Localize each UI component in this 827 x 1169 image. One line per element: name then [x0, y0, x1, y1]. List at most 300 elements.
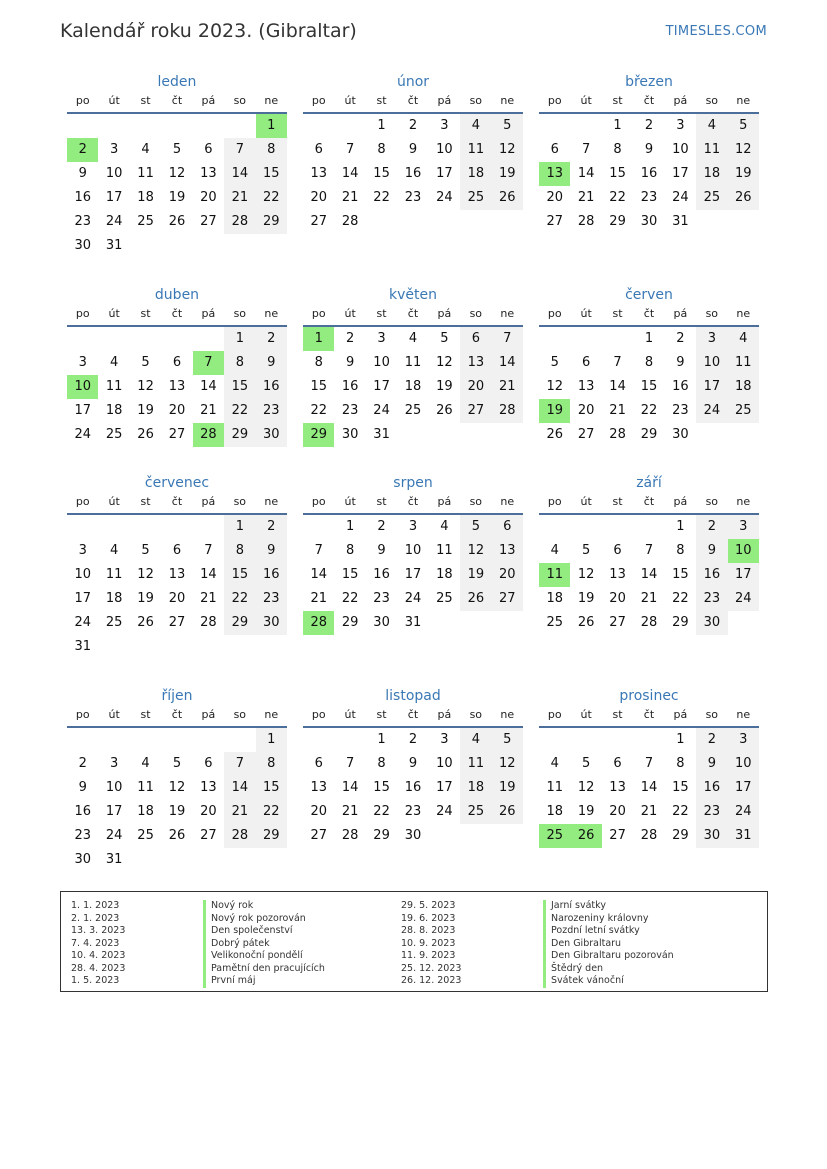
day-cell: 12 — [577, 780, 595, 795]
day-cell: 27 — [609, 828, 626, 843]
day-cell: 2 — [408, 118, 418, 133]
legend-date: 28. 4. 2023 — [71, 962, 126, 974]
weekday-label: so — [469, 708, 483, 721]
day-cell: 16 — [672, 379, 689, 394]
day-cell: 26 — [168, 214, 186, 229]
weekday-label: so — [705, 708, 719, 721]
day-cell: 23 — [640, 190, 658, 205]
day-cell: 5 — [141, 543, 150, 558]
day-cell: 18 — [696, 162, 727, 186]
legend-date: 28. 8. 2023 — [401, 925, 456, 936]
day-cell: 30 — [640, 214, 658, 229]
weekday-label: čt — [407, 495, 419, 508]
day-cell: 4 — [460, 114, 491, 138]
day-cell: 26 — [728, 186, 759, 210]
day-cell: 9 — [644, 142, 654, 157]
day-cell: 16 — [373, 567, 390, 582]
weekday-label: so — [233, 708, 247, 721]
day-grid — [67, 114, 287, 258]
day-grid — [303, 327, 523, 471]
day-cell: 21 — [200, 591, 217, 606]
day-cell: 11 — [105, 379, 123, 394]
weekday-label: út — [108, 94, 120, 107]
day-grid — [303, 114, 523, 258]
weekday-label: pá — [437, 708, 452, 721]
weekday-header — [303, 706, 523, 728]
day-cell: 8 — [314, 355, 323, 370]
day-cell: 19 — [436, 379, 453, 394]
month-name: červenec — [144, 475, 210, 491]
day-cell: 17 — [105, 804, 123, 819]
month-listopad — [303, 686, 523, 872]
day-cell: 21 — [640, 591, 658, 606]
legend-date: 25. 12. 2023 — [401, 962, 462, 974]
day-cell: 6 — [204, 756, 213, 771]
day-cell: 4 — [408, 331, 418, 346]
weekday-label: ne — [736, 307, 751, 320]
day-cell: 12 — [728, 138, 759, 162]
day-cell: 2 — [696, 728, 727, 752]
day-cell: 5 — [581, 756, 591, 771]
day-cell: 9 — [256, 351, 287, 375]
day-cell: 12 — [492, 752, 523, 776]
weekday-label: út — [580, 495, 592, 508]
day-cell: 9 — [696, 752, 727, 776]
day-cell: 27 — [460, 399, 491, 423]
day-cell: 20 — [577, 403, 595, 418]
day-cell: 24 — [74, 615, 91, 630]
day-cell: 24 — [373, 403, 390, 418]
day-cell: 30 — [74, 852, 91, 867]
day-cell: 26 — [168, 828, 186, 843]
day-cell: 8 — [377, 142, 386, 157]
weekday-label: ne — [500, 495, 515, 508]
month-prosinec — [539, 686, 759, 872]
day-cell: 29 — [256, 210, 287, 234]
holiday-day-cell: 10 — [67, 375, 98, 399]
day-cell: 4 — [109, 543, 119, 558]
weekday-label: pá — [201, 307, 216, 320]
day-cell: 18 — [460, 776, 491, 800]
day-cell: 13 — [200, 780, 217, 795]
day-cell: 13 — [168, 379, 186, 394]
day-cell: 7 — [581, 142, 591, 157]
weekday-header — [67, 706, 287, 728]
day-cell: 28 — [341, 828, 359, 843]
day-cell: 21 — [224, 186, 255, 210]
weekday-label: čt — [643, 495, 655, 508]
legend-holiday-name: Den Gibraltaru — [543, 938, 674, 951]
day-cell: 24 — [728, 800, 759, 824]
day-cell: 29 — [224, 423, 255, 447]
day-cell: 15 — [609, 166, 626, 181]
day-cell: 16 — [404, 166, 422, 181]
day-cell: 15 — [224, 563, 255, 587]
day-cell: 6 — [613, 543, 622, 558]
brand-link[interactable]: TIMESLES.COM — [665, 24, 767, 39]
weekday-label: čt — [407, 307, 419, 320]
day-cell: 27 — [168, 615, 186, 630]
weekday-label: pá — [201, 708, 216, 721]
weekday-label: po — [547, 495, 562, 508]
day-cell: 14 — [200, 567, 217, 582]
day-cell: 10 — [105, 780, 123, 795]
weekday-label: ne — [264, 307, 279, 320]
day-cell: 25 — [404, 403, 422, 418]
day-cell: 7 — [314, 543, 323, 558]
day-cell: 13 — [200, 166, 217, 181]
day-cell: 30 — [256, 611, 287, 635]
day-cell: 19 — [168, 804, 186, 819]
day-cell: 18 — [728, 375, 759, 399]
month-name: květen — [389, 287, 437, 303]
day-cell: 7 — [492, 327, 523, 351]
day-cell: 17 — [728, 563, 759, 587]
day-cell: 1 — [345, 519, 355, 534]
weekday-label: pá — [673, 94, 688, 107]
holiday-day-cell: 7 — [193, 351, 224, 375]
holiday-day-cell: 19 — [539, 399, 570, 423]
holiday-day-cell: 28 — [193, 423, 224, 447]
day-cell: 14 — [341, 166, 359, 181]
weekday-label: út — [108, 307, 120, 320]
day-grid — [67, 515, 287, 659]
legend-date: 7. 4. 2023 — [71, 937, 120, 949]
weekday-label: pá — [201, 94, 216, 107]
day-cell: 9 — [345, 355, 355, 370]
weekday-header — [303, 92, 523, 114]
day-cell: 15 — [672, 567, 689, 582]
day-cell: 12 — [492, 138, 523, 162]
day-cell: 31 — [728, 824, 759, 848]
day-cell: 3 — [109, 142, 119, 157]
day-cell: 8 — [676, 756, 685, 771]
day-cell: 15 — [341, 567, 359, 582]
weekday-label: út — [344, 495, 356, 508]
legend-names-column — [203, 900, 325, 988]
day-grid — [539, 728, 759, 872]
day-cell: 1 — [676, 519, 685, 534]
day-cell: 3 — [440, 732, 449, 747]
day-cell: 8 — [224, 351, 255, 375]
day-cell: 19 — [492, 776, 523, 800]
day-cell: 21 — [310, 591, 327, 606]
day-cell: 19 — [492, 162, 523, 186]
day-cell: 1 — [676, 732, 685, 747]
weekday-label: pá — [673, 708, 688, 721]
weekday-label: so — [705, 495, 719, 508]
day-cell: 3 — [78, 355, 87, 370]
day-cell: 5 — [172, 142, 182, 157]
month-name: říjen — [161, 688, 193, 704]
weekday-label: út — [344, 708, 356, 721]
day-cell: 17 — [696, 375, 727, 399]
day-cell: 8 — [613, 142, 622, 157]
day-cell: 19 — [168, 190, 186, 205]
weekday-label: po — [75, 495, 90, 508]
weekday-label: pá — [437, 94, 452, 107]
day-cell: 10 — [74, 567, 91, 582]
day-cell: 27 — [168, 427, 186, 442]
day-cell: 3 — [78, 543, 87, 558]
day-cell: 17 — [404, 567, 422, 582]
day-cell: 31 — [404, 615, 422, 630]
day-cell: 12 — [577, 567, 595, 582]
day-cell: 4 — [728, 327, 759, 351]
month-name: leden — [157, 74, 197, 90]
day-cell: 11 — [137, 780, 154, 795]
legend-dates-column — [71, 900, 125, 988]
day-cell: 25 — [460, 800, 491, 824]
day-cell: 10 — [436, 756, 453, 771]
weekday-label: čt — [171, 495, 183, 508]
day-cell: 29 — [640, 427, 658, 442]
day-cell: 20 — [310, 190, 327, 205]
day-cell: 17 — [373, 379, 390, 394]
day-cell: 16 — [256, 375, 287, 399]
day-cell: 13 — [492, 539, 523, 563]
day-cell: 1 — [644, 331, 654, 346]
day-cell: 31 — [373, 427, 390, 442]
day-cell: 28 — [224, 210, 255, 234]
month-name: srpen — [393, 475, 433, 491]
day-cell: 30 — [74, 238, 91, 253]
day-cell: 7 — [613, 355, 622, 370]
day-cell: 22 — [640, 403, 658, 418]
day-grid — [539, 114, 759, 258]
day-cell: 2 — [78, 756, 87, 771]
holiday-legend — [60, 891, 768, 992]
day-cell: 24 — [728, 587, 759, 611]
weekday-label: so — [469, 307, 483, 320]
day-cell: 20 — [200, 804, 217, 819]
day-cell: 12 — [137, 379, 154, 394]
day-cell: 4 — [141, 142, 150, 157]
day-cell: 21 — [341, 190, 359, 205]
day-cell: 3 — [109, 756, 119, 771]
day-cell: 26 — [137, 615, 154, 630]
legend-date: 26. 12. 2023 — [401, 975, 462, 986]
day-cell: 14 — [224, 776, 255, 800]
day-cell: 27 — [200, 828, 217, 843]
day-grid — [539, 515, 759, 659]
day-cell: 9 — [696, 539, 727, 563]
weekday-label: po — [75, 94, 90, 107]
weekday-label: ne — [500, 307, 515, 320]
weekday-label: st — [612, 495, 623, 508]
day-cell: 8 — [224, 539, 255, 563]
day-cell: 18 — [137, 190, 154, 205]
day-cell: 14 — [640, 567, 658, 582]
day-grid — [303, 515, 523, 659]
day-cell: 11 — [404, 355, 422, 370]
day-cell: 3 — [440, 118, 449, 133]
weekday-label: po — [311, 495, 326, 508]
weekday-label: po — [75, 307, 90, 320]
weekday-label: út — [580, 307, 592, 320]
day-cell: 3 — [676, 118, 685, 133]
day-cell: 20 — [609, 804, 626, 819]
day-cell: 21 — [640, 804, 658, 819]
day-cell: 18 — [436, 567, 453, 582]
day-cell: 26 — [436, 403, 453, 418]
day-cell: 13 — [577, 379, 595, 394]
weekday-header — [67, 92, 287, 114]
day-cell: 24 — [105, 828, 123, 843]
day-cell: 10 — [696, 351, 727, 375]
day-cell: 23 — [696, 587, 727, 611]
day-cell: 27 — [310, 214, 327, 229]
day-cell: 19 — [137, 403, 154, 418]
month-červenec — [67, 473, 287, 659]
weekday-label: ne — [264, 94, 279, 107]
day-cell: 5 — [550, 355, 559, 370]
day-cell: 7 — [644, 543, 654, 558]
day-cell: 12 — [436, 355, 453, 370]
day-cell: 13 — [609, 567, 626, 582]
day-cell: 22 — [672, 591, 689, 606]
weekday-label: st — [140, 495, 151, 508]
legend-holiday-name: Nový rok pozorován — [203, 913, 325, 926]
month-březen — [539, 72, 759, 258]
weekday-label: ne — [736, 94, 751, 107]
month-name: únor — [396, 74, 430, 90]
day-cell: 6 — [613, 756, 622, 771]
day-cell: 17 — [436, 780, 453, 795]
day-cell: 27 — [200, 214, 217, 229]
weekday-header — [539, 706, 759, 728]
day-cell: 1 — [377, 732, 386, 747]
weekday-label: so — [233, 495, 247, 508]
holiday-day-cell: 2 — [67, 138, 98, 162]
weekday-label: pá — [201, 495, 216, 508]
legend-date: 1. 5. 2023 — [71, 975, 120, 986]
day-cell: 5 — [141, 355, 150, 370]
weekday-label: út — [108, 495, 120, 508]
day-cell: 18 — [137, 804, 154, 819]
day-cell: 21 — [492, 375, 523, 399]
day-cell: 6 — [581, 355, 591, 370]
month-srpen — [303, 473, 523, 659]
day-cell: 24 — [696, 399, 727, 423]
day-cell: 30 — [696, 824, 727, 848]
day-cell: 5 — [492, 114, 523, 138]
day-cell: 25 — [460, 186, 491, 210]
day-cell: 5 — [492, 728, 523, 752]
day-cell: 27 — [492, 587, 523, 611]
weekday-label: út — [580, 708, 592, 721]
legend-holiday-name: Velikonoční pondělí — [203, 950, 325, 963]
weekday-label: ne — [736, 708, 751, 721]
day-cell: 23 — [696, 800, 727, 824]
day-cell: 31 — [74, 639, 91, 654]
weekday-header — [539, 305, 759, 327]
day-cell: 7 — [204, 543, 213, 558]
weekday-label: ne — [736, 495, 751, 508]
weekday-label: čt — [171, 94, 183, 107]
day-cell: 15 — [256, 776, 287, 800]
holiday-day-cell: 1 — [303, 327, 334, 351]
weekday-label: so — [469, 495, 483, 508]
month-leden — [67, 72, 287, 258]
day-cell: 26 — [460, 587, 491, 611]
day-cell: 18 — [546, 591, 563, 606]
legend-holiday-name: Pozdní letní svátky — [543, 925, 674, 938]
day-cell: 21 — [200, 403, 217, 418]
weekday-label: po — [311, 94, 326, 107]
day-cell: 11 — [546, 780, 563, 795]
day-cell: 2 — [345, 331, 355, 346]
month-červen — [539, 285, 759, 471]
day-cell: 9 — [408, 756, 418, 771]
day-cell: 25 — [137, 214, 154, 229]
day-cell: 22 — [341, 591, 359, 606]
day-cell: 7 — [224, 138, 255, 162]
weekday-header — [539, 493, 759, 515]
month-duben — [67, 285, 287, 471]
month-name: červen — [625, 287, 673, 303]
weekday-label: st — [376, 495, 387, 508]
month-name: duben — [154, 287, 200, 303]
day-cell: 17 — [728, 776, 759, 800]
weekday-label: čt — [171, 307, 183, 320]
day-cell: 10 — [373, 355, 390, 370]
day-cell: 25 — [137, 828, 154, 843]
day-cell: 17 — [74, 591, 91, 606]
day-cell: 24 — [74, 427, 91, 442]
weekday-label: čt — [643, 708, 655, 721]
day-cell: 31 — [105, 238, 123, 253]
day-cell: 15 — [224, 375, 255, 399]
day-grid — [303, 728, 523, 872]
holiday-day-cell: 11 — [539, 563, 570, 587]
day-cell: 6 — [314, 142, 323, 157]
day-cell: 23 — [74, 214, 91, 229]
weekday-label: pá — [673, 495, 688, 508]
day-cell: 11 — [696, 138, 727, 162]
day-cell: 14 — [310, 567, 327, 582]
day-cell: 28 — [224, 824, 255, 848]
day-cell: 20 — [492, 563, 523, 587]
day-cell: 2 — [696, 515, 727, 539]
day-cell: 10 — [105, 166, 123, 181]
day-cell: 8 — [377, 756, 386, 771]
day-cell: 15 — [256, 162, 287, 186]
day-cell: 10 — [728, 752, 759, 776]
day-cell: 29 — [609, 214, 626, 229]
day-cell: 23 — [341, 403, 359, 418]
day-cell: 24 — [672, 190, 689, 205]
month-name: březen — [625, 74, 673, 90]
day-cell: 23 — [373, 591, 390, 606]
weekday-header — [303, 493, 523, 515]
weekday-label: po — [311, 708, 326, 721]
day-grid — [67, 728, 287, 872]
day-cell: 11 — [137, 166, 154, 181]
weekday-label: so — [469, 94, 483, 107]
day-cell: 7 — [345, 142, 355, 157]
legend-holiday-name: První máj — [203, 975, 325, 988]
day-cell: 2 — [644, 118, 654, 133]
day-cell: 2 — [676, 331, 685, 346]
day-cell: 18 — [105, 403, 123, 418]
day-cell: 4 — [696, 114, 727, 138]
day-cell: 22 — [224, 399, 255, 423]
weekday-label: po — [75, 708, 90, 721]
day-cell: 11 — [460, 138, 491, 162]
weekday-label: út — [580, 94, 592, 107]
day-cell: 30 — [404, 828, 422, 843]
